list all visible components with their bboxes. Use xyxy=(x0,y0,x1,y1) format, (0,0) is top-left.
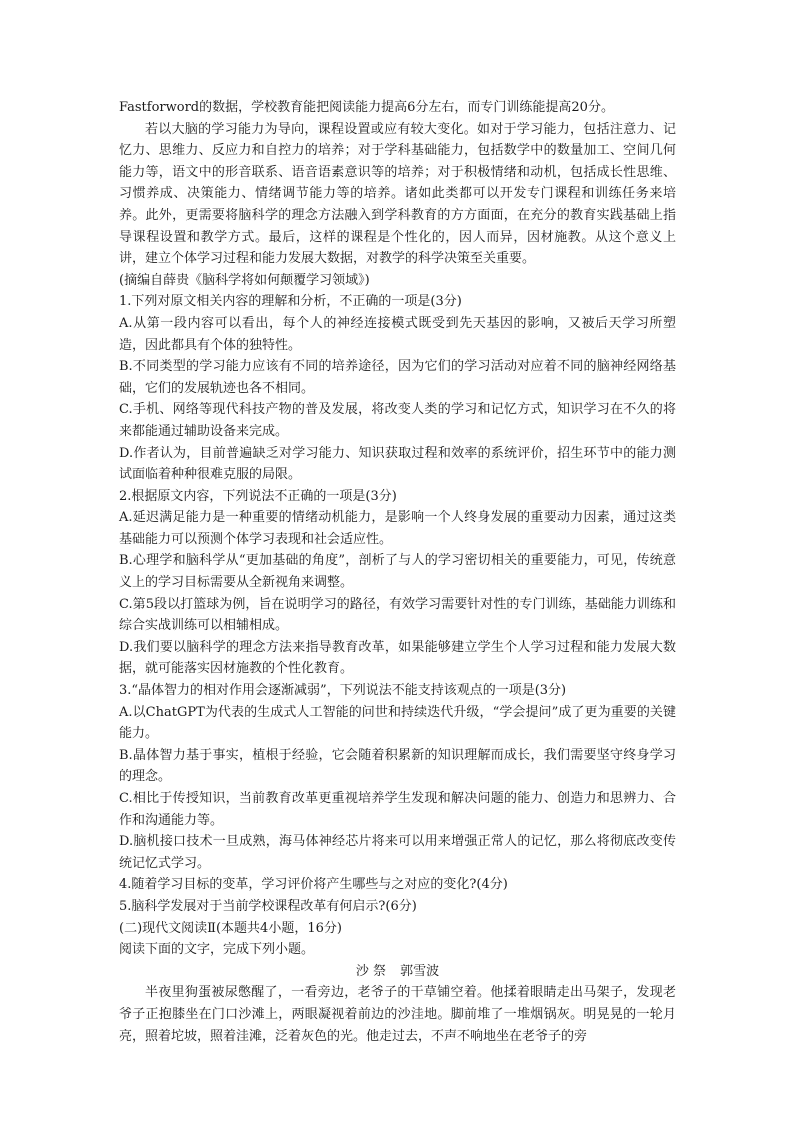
question-4: 4.随着学习目标的变革，学习评价将产生哪些与之对应的变化?(4分) xyxy=(119,877,508,893)
option-d: D.脑机接口技术一旦成熟，海马体神经芯片将来可以用来增强正常人的记忆，那么将彻底改变传统记忆式学习。 xyxy=(119,834,676,871)
passage-paragraph: 若以大脑的学习能力为导向，课程设置或应有较大变化。如对于学习能力，包括注意力、记忆力、思维力、反应力和自控力的培养；对于学科基础能力，包括数学中的数量加工、空间几何能力等，语文中的形音联系、语音语素意识等的培养；对于积极情绪和动机，包括成长性思维、习惯养成、决策能力、情绪调节能力等的培养。诸如此类都可以开发专门课程和训练任务来培养。此外，更需要将脑科学的理念方法融入到学科教育的方方面面，在充分的教育实践基础上指导课程设置和教学方式。最后，这样的课程是个性化的，因人而异，因材施教。从这个意义上讲，建立个体学习过程和能力发展大数据，对教学的科学决策至关重要。 xyxy=(119,121,676,267)
option-a: A.延迟满足能力是一种重要的情绪动机能力，是影响一个人终身发展的重要动力因素，通过这类基础能力可以预测个体学习表现和社会适应性。 xyxy=(119,510,676,547)
reading-instruction: 阅读下面的文字，完成下列小题。 xyxy=(119,942,315,958)
source-citation: (摘编自薛贵《脑科学将如何颠覆学习领域》) xyxy=(119,272,370,288)
option-b: B.心理学和脑科学从“更加基础的角度”，剖析了与人的学习密切相关的重要能力，可见，传统意义上的学习目标需要从全新视角来调整。 xyxy=(119,553,676,591)
option-c: C.相比于传授知识，当前教育改革更重视培养学生发现和解决问题的能力、创造力和思辨力、合作和沟通能力等。 xyxy=(119,791,676,828)
story-paragraph: 半夜里狗蛋被尿憋醒了，一看旁边，老爷子的干草铺空着。他揉着眼睛走出马架子，发现老爷子正抱膝坐在门口沙滩上，两眼凝视着前边的沙洼地。脚前堆了一堆烟锅灰。明晃晃的一轮月亮，照着坨坡，照着洼滩，泛着灰色的光。他走过去，不声不响地坐在老爷子的旁 xyxy=(119,985,676,1044)
option-c: C.手机、网络等现代科技产物的普及发展，将改变人类的学习和记忆方式，知识学习在不久的将来都能通过辅助设备来完成。 xyxy=(119,402,676,439)
question-3 xyxy=(119,680,676,874)
option-b: B.晶体智力基于事实，植根于经验，它会随着积累新的知识理解而成长，我们需要坚守终身学习的理念。 xyxy=(119,747,676,785)
story-title: 沙 祭 xyxy=(355,963,387,979)
passage-end: Fastforword的数据，学校教育能把阅读能力提高6分左右，而专门训练能提高20分。 xyxy=(119,100,614,115)
option-b: B.不同类型的学习能力应该有不同的培养途径，因为它们的学习活动对应着不同的脑神经网络基础，它们的发展轨迹也各不相同。 xyxy=(119,359,676,396)
question-1 xyxy=(119,291,676,485)
option-d: D.作者认为，目前普遍缺乏对学习能力、知识获取过程和效率的系统评价，招生环节中的能力测试面临着种种很难克服的局限。 xyxy=(119,445,676,483)
option-a: A.以ChatGPT为代表的生成式人工智能的问世和持续迭代升级，“学会提问”成了更为重要的关键能力。 xyxy=(119,704,676,742)
story-author: 郭雪波 xyxy=(400,963,440,979)
question-stem: 1.下列对原文相关内容的理解和分析，不正确的一项是(3分) xyxy=(119,294,462,310)
section-heading: (二)现代文阅读Ⅱ(本题共4小题，16分) xyxy=(119,920,342,936)
option-d: D.我们要以脑科学的理念方法来指导教育改革，如果能够建立学生个人学习过程和能力发展大数据，就可能落实因材施教的个性化教育。 xyxy=(119,639,676,677)
option-a: A.从第一段内容可以看出，每个人的神经连接模式既受到先天基因的影响，又被后天学习所塑造，因此都具有个体的独特性。 xyxy=(119,315,676,353)
document-page xyxy=(119,97,676,1047)
question-stem: 2.根据原文内容，下列说法不正确的一项是(3分) xyxy=(119,488,397,504)
story-title-line xyxy=(119,961,676,983)
question-5: 5.脑科学发展对于当前学校课程改革有何启示?(6分) xyxy=(119,898,417,914)
question-2 xyxy=(119,486,676,680)
question-stem: 3.“晶体智力的相对作用会逐渐减弱”，下列说法不能支持该观点的一项是(3分) xyxy=(119,683,567,699)
option-c: C.第5段以打篮球为例，旨在说明学习的路径，有效学习需要针对性的专门训练，基础能力训练和综合实战训练可以相辅相成。 xyxy=(119,596,676,634)
